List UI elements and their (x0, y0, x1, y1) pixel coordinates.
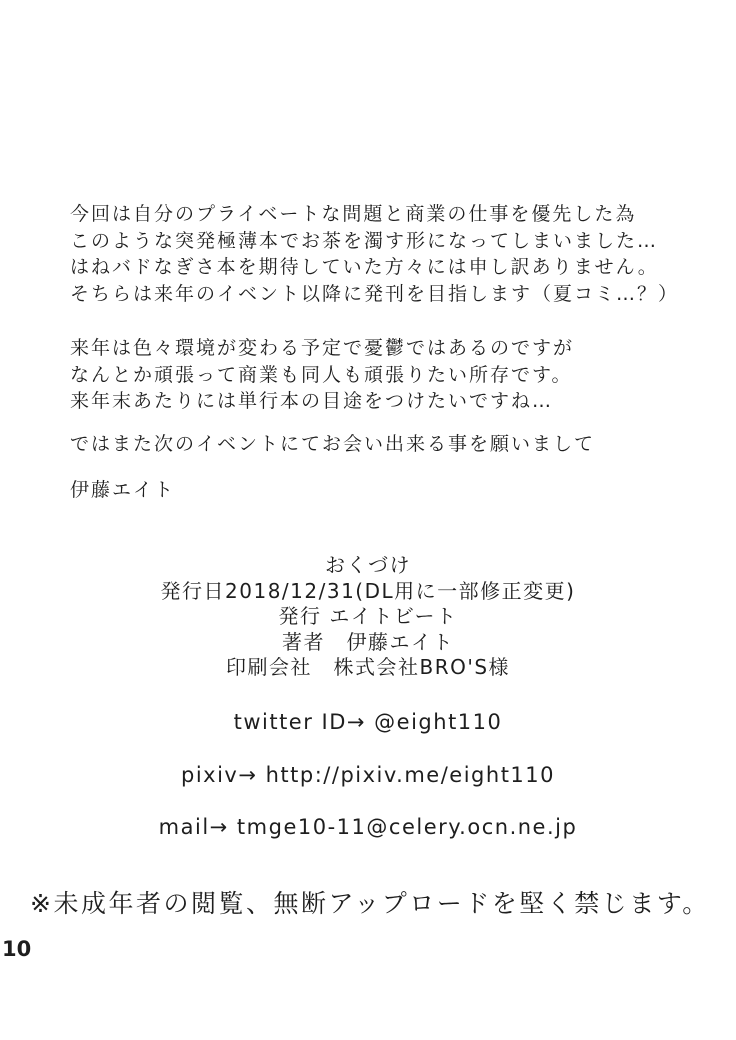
afterword-line: なんとか頑張って商業も同人も頑張りたい所存です。 (70, 363, 573, 386)
afterword-line: 来年は色々環境が変わる予定で憂鬱ではあるのですが (70, 337, 575, 359)
afterword-line: はねバドなぎさ本を期待していた方々には申し訳ありません。 (70, 256, 659, 278)
afterword-line: 来年末あたりには単行本の目途をつけたいですね… (70, 390, 554, 412)
contact-twitter: twitter ID→ @eight110 (233, 710, 503, 734)
colophon-printer: 印刷会社 株式会社BRO'S様 (225, 655, 511, 679)
age-restriction-notice: ※未成年者の閲覧、無断アップロードを堅く禁じます。 (30, 889, 710, 918)
colophon-publish-date: 発行日2018/12/31(DL用に一部修正変更) (160, 578, 576, 603)
colophon-block (0, 553, 736, 681)
afterword-line: このような突発極薄本でお茶を濁す形になってしまいました… (70, 229, 659, 252)
contact-pixiv-url: pixiv→ http://pixiv.me/eight110 (180, 763, 556, 787)
closing-line: ではまた次のイベントにてお会い出来る事を願いまして (70, 433, 596, 455)
contact-mail-address: mail→ tmge10-11@celery.ocn.ne.jp (158, 815, 578, 839)
afterword-paragraph-2 (70, 335, 574, 415)
afterword-line: そちらは来年のイベント以降に発刊を目指します（夏コミ…？） (70, 282, 680, 305)
colophon-title: おくづけ (325, 553, 411, 577)
colophon-author: 著者 伊藤エイト (282, 629, 454, 654)
colophon-publisher: 発行 エイトビート (278, 604, 458, 628)
afterword-paragraph-1 (70, 201, 679, 307)
page-number: 10 (2, 937, 32, 961)
afterword-line: 今回は自分のプライベートな問題と商業の仕事を優先した為 (70, 203, 637, 225)
author-signature: 伊藤エイト (70, 479, 176, 501)
